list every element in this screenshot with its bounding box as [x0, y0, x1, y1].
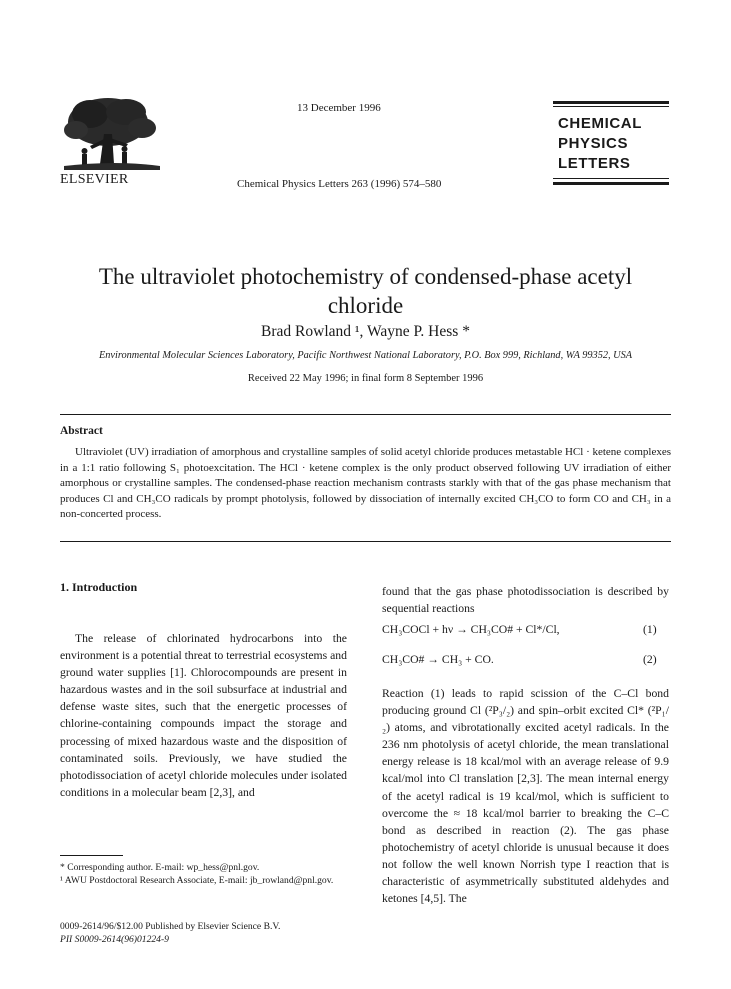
journal-line-2: PHYSICS: [558, 135, 629, 152]
footnote-corresponding: * Corresponding author. E-mail: wp_hess@pnl.gov.: [60, 862, 260, 873]
author-affiliation: Environmental Molecular Sciences Laboratory, Pacific Northwest National Laboratory, P.O. Box 999, Richland, WA 99352, USA: [98, 350, 633, 361]
received-dates: Received 22 May 1996; in final form 8 September 1996: [247, 373, 484, 384]
issn-line: 0009-2614/96/$12.00 Published by Elsevier Science B.V.: [60, 921, 281, 932]
pii-line: PII S0009-2614(96)01224-9: [60, 934, 169, 945]
section-heading: 1. Introduction: [60, 580, 138, 594]
abstract-body: Ultraviolet (UV) irradiation of amorphous and crystalline samples of solid acetyl chloride produces metastable HCl · ketene complexes in a 1:1 ratio following S₁ photoexcitation. The HCl · ketene complex is the only product observed following UV irradiation of either amorphous or crystalline samples. The condensed-phase reaction mechanism contrasts starkly with that of the gas phase mechanism that produces Cl and CH₃CO radicals by prompt photolysis, followed by dissociation of internally excited CH₃CO to form CO and CH₃ in a non-concerted process.: [60, 446, 671, 521]
journal-rule-bottom-thin: [553, 178, 669, 179]
introduction-right-intro: found that the gas phase photodissociation is described by sequential reactions: [382, 585, 669, 616]
article-authors: Brad Rowland ¹, Wayne P. Hess *: [261, 323, 470, 340]
journal-line-1: CHEMICAL: [558, 115, 642, 132]
article-title: The ultraviolet photochemistry of condensed-phase acetyl chloride: [98, 264, 633, 318]
footnote-rule: [60, 855, 123, 856]
introduction-left-paragraph: The release of chlorinated hydrocarbons into the environment is a potential threat to terrestrial ecosystems and ground water supplies [1]. Chlorocompounds are present in hazardous wastes and in the soil subsurface at industrial and defense waste sites, such that the energetic processes of chlorine-containing compounds impact the storage and processing of mixed hazardous waste and the disposition of contaminated soils. Previously, we have studied the photodissociation of acetyl chloride molecules under isolated conditions in a molecular beam [2,3], and: [60, 632, 347, 799]
issue-date: 13 December 1996: [297, 102, 381, 114]
journal-rule-top: [553, 101, 669, 104]
equation-2-number: (2): [643, 653, 657, 666]
journal-rule-top-thin: [553, 106, 669, 107]
equation-1-number: (1): [643, 623, 657, 636]
abstract-rule-bottom: [60, 541, 671, 542]
footnote-awu: ¹ AWU Postdoctoral Research Associate, E-mail: jb_rowland@pnl.gov.: [60, 875, 334, 886]
equation-2: CH₃CO# → CH₃ + CO.: [382, 653, 494, 666]
journal-citation: Chemical Physics Letters 263 (1996) 574–580: [237, 178, 442, 190]
journal-line-3: LETTERS: [558, 155, 631, 172]
journal-brand: [558, 114, 642, 174]
abstract-rule-top: [60, 414, 671, 415]
journal-rule-bottom: [553, 182, 669, 185]
equation-1: CH₃COCl + hν → CH₃CO# + Cl*/Cl,: [382, 623, 560, 636]
publisher-name: ELSEVIER: [60, 172, 129, 187]
abstract-heading: Abstract: [60, 425, 103, 437]
introduction-right-paragraph: Reaction (1) leads to rapid scission of the C–Cl bond producing ground Cl (²P₃/₂) and spin–orbit excited Cl* (²P₁/₂) atoms, and vibrotationally excited acetyl radicals. In the 236 nm photolysis of acetyl chloride, the mean translational energy release is 18 kcal/mol with an average release of 9.9 kcal/mol into Cl translation [2,3]. The mean internal energy of the acetyl radical is 19 kcal/mol, which is sufficient to overcome the ≈ 18 kcal/mol barrier to breaking the C–C bond as described in reaction (2). The gas phase photochemistry of acetyl chloride is unusual because it does not follow the well known Norrish type I reaction that is characteristic of asymmetrically substituted aldehydes and ketones [4,5]. The: [382, 687, 669, 906]
